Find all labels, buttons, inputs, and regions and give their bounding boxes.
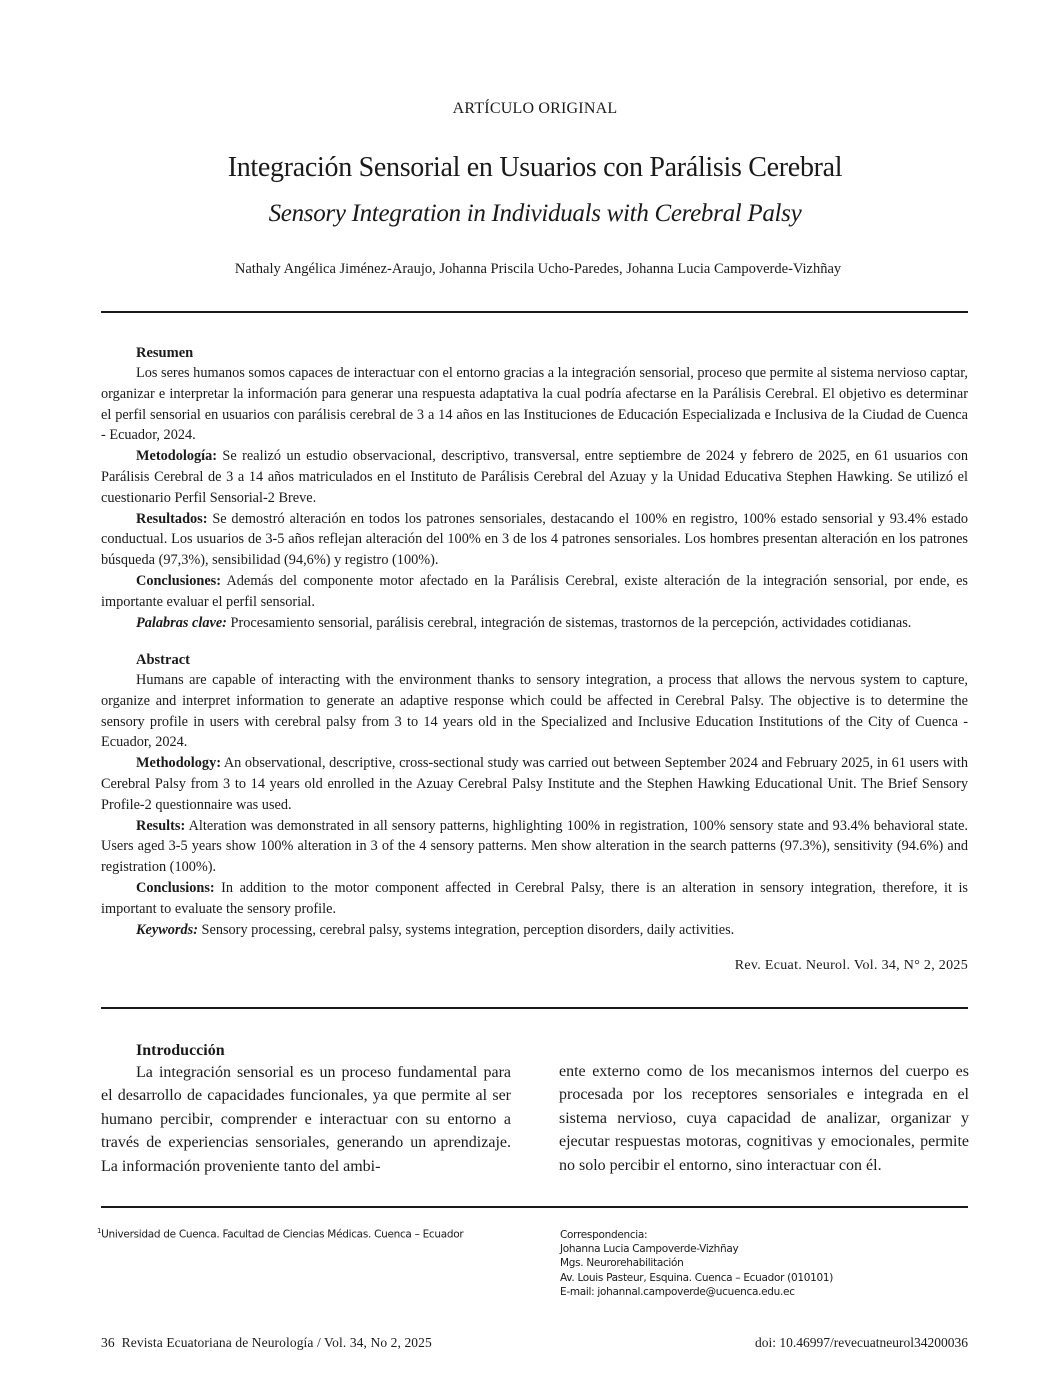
abstract-keywords	[101, 920, 968, 941]
results-text: Alteration was demonstrated in all sensory patterns, highlighting 100% in registration, 100% sensory state and 93.4% behavioral state. Users aged 3-5 years show 100% alteration in 3 of the 4 sensory patterns. Men show alteration in the search patterns (97.3%), sensitivity (94.6%) and registration (100%).	[101, 817, 968, 876]
metodologia-label: Metodología:	[136, 448, 217, 465]
article-type-label: ARTÍCULO ORIGINAL	[452, 100, 618, 117]
page-footer-journal: 36 Revista Ecuatoriana de Neurología / Vol. 34, No 2, 2025	[101, 1335, 432, 1350]
results-label: Results:	[136, 817, 186, 834]
abstract-divider	[101, 1007, 968, 1009]
resumen-keywords	[101, 613, 968, 634]
introduction-paragraph-left: La integración sensorial es un proceso fundamental para el desarrollo de capacidades funcionales, ya que permite al ser humano percibir, comprender e interactuar con su entorno a través de experiencias sensoriales, generando un aprendizaje. La información proveniente tanto del ambi-	[101, 1064, 511, 1175]
resumen-metodologia	[101, 446, 968, 508]
title-spanish: Integración Sensorial en Usuarios con Parálisis Cerebral	[227, 152, 843, 183]
resumen-section	[101, 343, 968, 633]
abstract-section	[101, 650, 968, 940]
methodology-text: An observational, descriptive, cross-sectional study was carried out between September 2024 and February 2025, in 61 users with Cerebral Palsy from 3 to 14 years old enrolled in the Azuay Cerebral Palsy Institute and the Stephen Hawking Educational Unit. The Brief Sensory Profile-2 questionnaire was used.	[101, 755, 968, 813]
abstract-results	[101, 816, 968, 878]
correspondence-degree: Mgs. Neurorehabilitación	[560, 1257, 684, 1270]
resumen-resultados	[101, 509, 968, 571]
conclusions-text: In addition to the motor component affected in Cerebral Palsy, there is an alteration in sensory integration, therefore, it is important to evaluate the sensory profile.	[101, 879, 968, 917]
keywords-text: Sensory processing, cerebral palsy, systems integration, perception disorders, daily activities.	[197, 921, 735, 938]
title-english: Sensory Integration in Individuals with Cerebral Palsy	[268, 200, 802, 227]
correspondence-block	[560, 1228, 833, 1299]
abstract-intro-text: Humans are capable of interacting with the environment thanks to sensory integration, a process that allows the nervous system to capture, organize and interpret information to generate an adaptive response which could be affected in Cerebral Palsy. The objective is to determine the sensory profile in users with cerebral palsy from 3 to 14 years old in the Specialized and Inclusive Education Institutions of the City of Cuenca - Ecuador, 2024.	[101, 672, 968, 751]
affiliation-text: Universidad de Cuenca. Facultad de Ciencias Médicas. Cuenca – Ecuador	[101, 1228, 464, 1241]
journal-citation: Rev. Ecuat. Neurol. Vol. 34, N° 2, 2025	[734, 958, 968, 973]
resumen-heading: Resumen	[136, 345, 194, 361]
resultados-label: Resultados:	[136, 510, 208, 527]
conclusions-label: Conclusions:	[136, 879, 215, 896]
metodologia-text: Se realizó un estudio observacional, descriptivo, transversal, entre septiembre de 2024 y febrero de 2025, en 61 usuarios con Parálisis Cerebral de 3 a 14 años matriculados en el Instituto de Parálisis Cerebral del Azuay y la Unidad Educativa Stephen Hawking. Se utilizó el cuestionario Perfil Sensorial-2 Breve.	[101, 448, 968, 506]
header-divider	[101, 311, 968, 313]
abstract-conclusions	[101, 878, 968, 920]
abstract-heading: Abstract	[136, 652, 190, 668]
affiliation-footnote	[97, 1227, 463, 1241]
resumen-conclusiones	[101, 571, 968, 613]
resultados-text: Se demostró alteración en todos los patrones sensoriales, destacando el 100% en registro, 100% estado sensorial y 93.4% estado conductual. Los usuarios de 3-5 años reflejan alteración del 100% en 3 de los 4 patrones sensoriales. Los hombres presentan alteración en los patrones búsqueda (97,3%), sensibilidad (94,6%) y registro (100%).	[101, 510, 968, 569]
keywords-label: Keywords:	[136, 921, 198, 938]
body-column-left	[101, 1040, 511, 1178]
footnote-divider	[101, 1206, 968, 1208]
correspondence-email[interactable]: E-mail: johannal.campoverde@ucuenca.edu.ec	[560, 1285, 795, 1298]
abstract-methodology	[101, 753, 968, 815]
resumen-intro-text: Los seres humanos somos capaces de interactuar con el entorno gracias a la integración sensorial, proceso que permite al sistema nervioso captar, organizar e interpretar la información para generar una respuesta adaptativa la cual podría afectarse en la Parálisis Cerebral. El objetivo es determinar el perfil sensorial en usuarios con parálisis cerebral de 3 a 14 años en las Instituciones de Educación Especializada e Inclusiva de la Ciudad de Cuenca - Ecuador, 2024.	[101, 365, 968, 444]
affiliation-mark: 1	[97, 1227, 102, 1235]
introduction-heading: Introducción	[136, 1042, 225, 1059]
page-footer-doi[interactable]: doi: 10.46997/revecuatneurol34200036	[755, 1335, 968, 1350]
methodology-label: Methodology:	[136, 755, 221, 772]
correspondence-address: Av. Louis Pasteur, Esquina. Cuenca – Ecuador (010101)	[560, 1271, 834, 1284]
body-column-right	[559, 1060, 969, 1177]
palabras-clave-text: Procesamiento sensorial, parálisis cerebral, integración de sistemas, trastornos de la percepción, actividades cotidianas.	[226, 614, 912, 631]
palabras-clave-label: Palabras clave:	[136, 614, 227, 631]
authors-line: Nathaly Angélica Jiménez-Araujo, Johanna Priscila Ucho-Paredes, Johanna Lucia Campoverde-Vizhñay	[234, 261, 842, 277]
conclusiones-label: Conclusiones:	[136, 572, 221, 589]
correspondence-label: Correspondencia:	[560, 1229, 648, 1241]
resumen-intro	[101, 363, 968, 446]
correspondence-name: Johanna Lucia Campoverde-Vizhñay	[560, 1243, 739, 1256]
abstract-intro	[101, 670, 968, 753]
introduction-paragraph-right: ente externo como de los mecanismos internos del cuerpo es procesada por los receptores sensoriales e integrada en el sistema nervioso, cuya capacidad de analizar, organizar y ejecutar respuestas motoras, cognitivas y emocionales, permite no solo percibir el entorno, sino interactuar con él.	[559, 1063, 969, 1174]
conclusiones-text: Además del componente motor afectado en la Parálisis Cerebral, existe alteración de la integración sensorial, por ende, es importante evaluar el perfil sensorial.	[101, 572, 968, 610]
